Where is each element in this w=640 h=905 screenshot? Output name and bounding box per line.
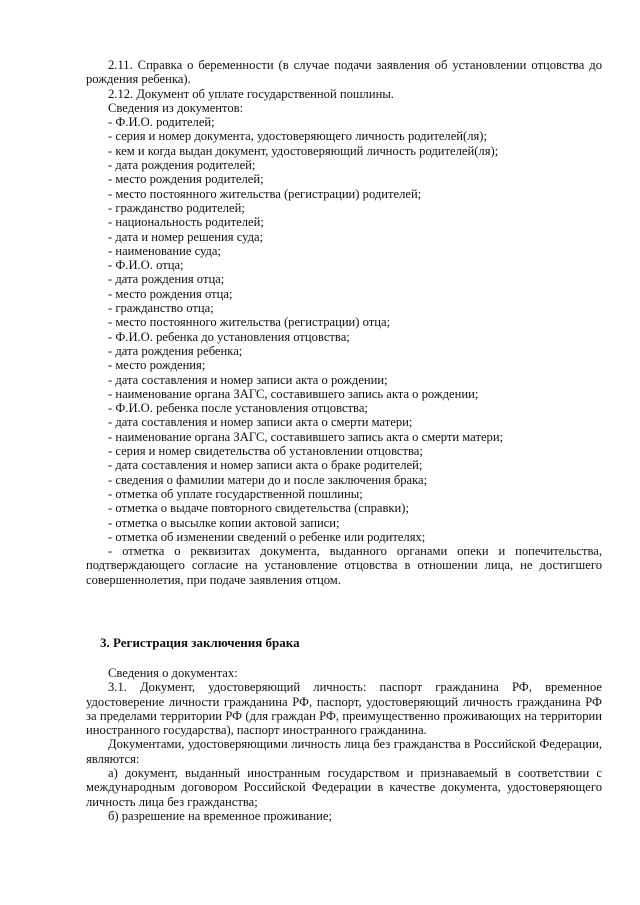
list-item: - национальность родителей; [108,215,264,230]
list-item: - наименование органа ЗАГС, составившего запись акта о смерти матери; [108,429,504,444]
guardianship-consent-item: - отметка о реквизитах документа, выданного органами опеки и попечительства, подтверждающего согласие на установление отцовства в отношении лица, не достигшего совершеннолетия, при подаче заявления отцом. [86,544,602,587]
list-item: - отметка об уплате государственной пошлины; [108,486,363,501]
item-2-11: 2.11. Справка о беременности (в случае подачи заявления об установлении отцовства до рождения ребенка). [86,58,602,87]
documents-info-title-3: Сведения о документах: [108,666,238,680]
list-item: - Ф.И.О. ребенка после установления отцовства; [108,401,368,416]
documents-info-title: Сведения из документов: [108,100,244,115]
list-item: - дата составления и номер записи акта о рождении; [108,372,388,387]
list-item: - Ф.И.О. ребенка до установления отцовства; [108,329,350,344]
list-item: - место постоянного жительства (регистрации) отца; [108,315,391,330]
list-item: - место рождения отца; [108,286,233,301]
list-item: - отметка о высылке копии актовой записи; [108,515,340,530]
list-item: - сведения о фамилии матери до и после заключения брака; [108,472,428,487]
list-item: - отметка об изменении сведений о ребенке или родителях; [108,529,426,544]
list-item: - серия и номер свидетельства об установлении отцовства; [108,444,423,459]
list-item: - место рождения родителей; [108,172,264,187]
section-2-continuation [86,58,602,587]
list-item: - дата составления и номер записи акта о смерти матери; [108,415,413,430]
item-a: а) документ, выданный иностранным государством и признаваемый в соответствии с международным договором Российской Федерации в качестве документа, удостоверяющего личность лица без гражданства; [86,766,602,809]
list-item: - серия и номер документа, удостоверяющего личность родителей(ля); [108,129,487,144]
list-item: - дата рождения ребенка; [108,343,243,358]
item-2-12: 2.12. Документ об уплате государственной пошлины. [108,86,394,101]
list-item: - Ф.И.О. отца; [108,258,184,273]
list-item: - Ф.И.О. родителей; [108,115,215,130]
list-item: - гражданство отца; [108,301,214,316]
list-item: - место рождения; [108,358,206,373]
list-item: - дата составления и номер записи акта о браке родителей; [108,458,423,473]
list-item: - дата рождения отца; [108,272,225,287]
item-3-1: 3.1. Документ, удостоверяющий личность: паспорт гражданина РФ, временное удостоверение личности гражданина РФ, паспорт, удостоверяющий личность гражданина РФ за пределами территории РФ (для граждан РФ, преимущественно проживающих на территории иностранного государства), паспорт иностранного гражданина. [86,680,602,738]
list-item: - дата и номер решения суда; [108,229,264,244]
list-item: - наименование суда; [108,243,222,258]
list-item: - отметка о выдаче повторного свидетельства (справки); [108,501,409,516]
list-item: - кем и когда выдан документ, удостоверяющий личность родителей(ля); [108,143,499,158]
stateless-intro: Документами, удостоверяющими личность лица без гражданства в Российской Федерации, являются: [86,737,602,766]
section-3-heading: 3. Регистрация заключения брака [100,635,300,650]
list-item: - место постоянного жительства (регистрации) родителей; [108,186,422,201]
item-b: б) разрешение на временное проживание; [108,808,332,823]
list-item: - наименование органа ЗАГС, составившего запись акта о рождении; [108,386,479,401]
document-fields-list [86,115,602,544]
section-3-body [86,666,602,823]
list-item: - дата рождения родителей; [108,158,256,173]
list-item: - гражданство родителей; [108,200,245,215]
